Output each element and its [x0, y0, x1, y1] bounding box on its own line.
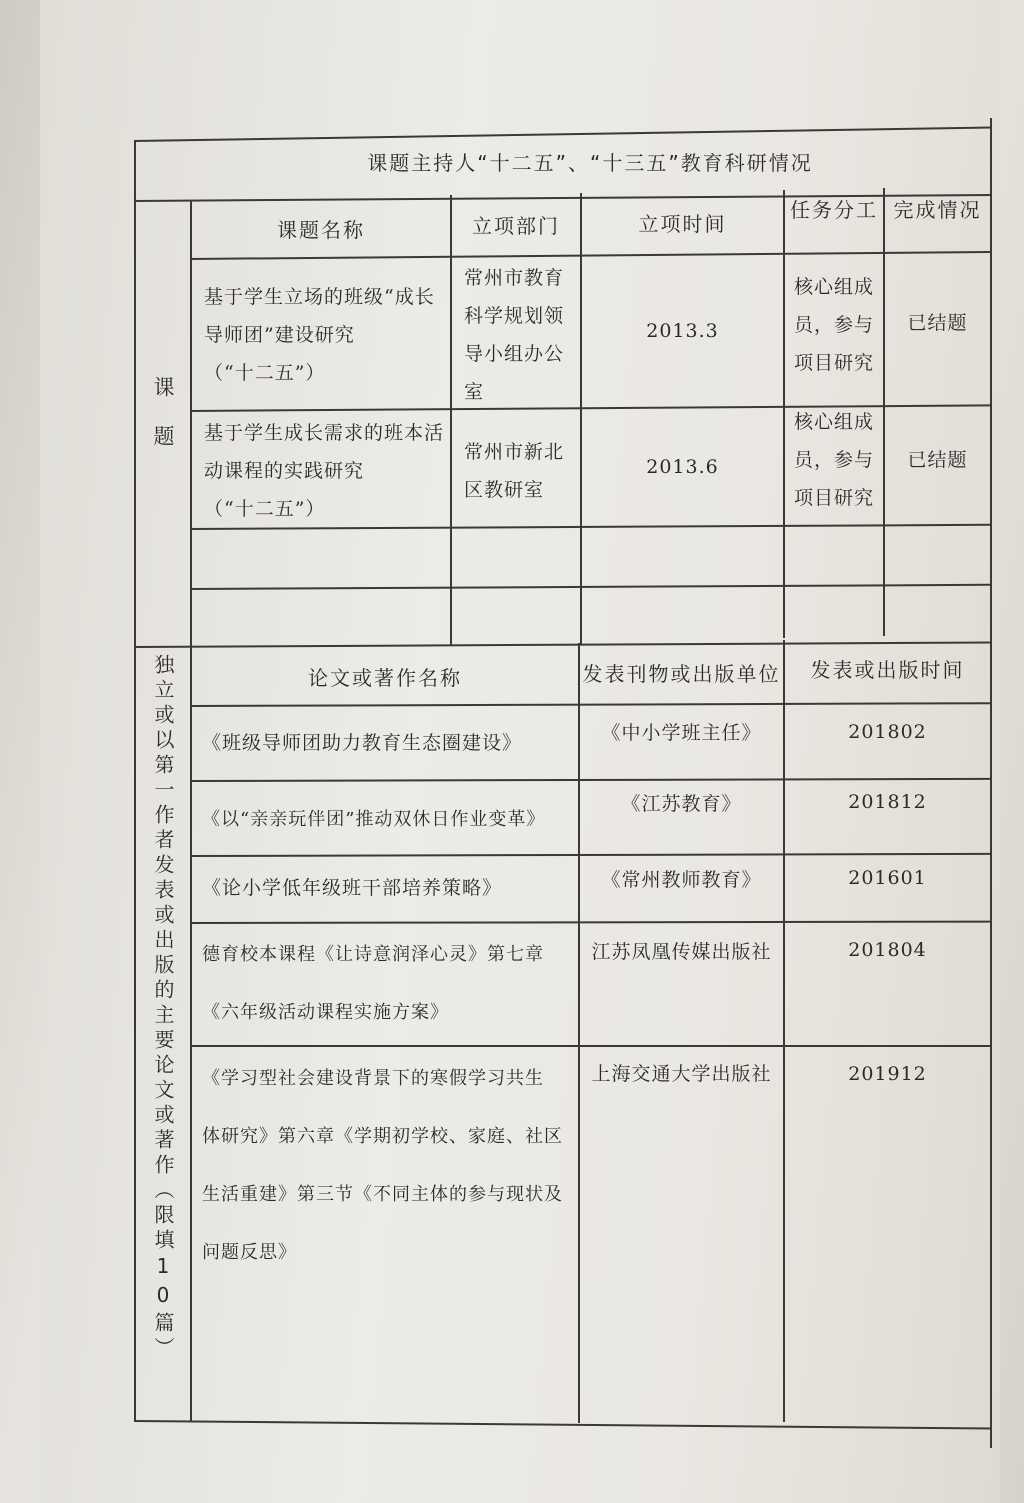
header-project-role: 任务分工: [790, 197, 878, 222]
header-project-name: 课题名称: [277, 217, 365, 242]
project-2-role-line-2: 员，参与: [793, 449, 874, 471]
paper-row-4-publisher: 江苏凤凰传媒出版社: [591, 941, 772, 963]
paper-row-5-publisher: 上海交通大学出版社: [591, 1063, 772, 1085]
project-1-dept-line-1: 常州市教育: [464, 267, 565, 289]
paper-row-2-date: 201812: [848, 791, 927, 813]
project-2-role-line-1: 核心组成: [793, 411, 874, 433]
paper-row-1-title: 《班级导师团助力教育生态圈建设》: [202, 732, 523, 754]
paper-5-title-line-4: 问题反思》: [202, 1242, 297, 1263]
header-paper-date: 发表或出版时间: [810, 657, 965, 682]
project-1-role-line-1: 核心组成: [793, 276, 874, 298]
project-2-name-line-3: （“十二五”）: [204, 498, 326, 520]
project-1-role-line-3: 项目研究: [793, 352, 874, 374]
project-row-1-status: 已结题: [907, 312, 968, 334]
paper-row-3-date: 201601: [848, 867, 927, 889]
project-row-2-time: 2013.6: [646, 456, 719, 478]
project-1-dept-line-4: 室: [464, 381, 485, 403]
paper-row-3-title: 《论小学低年级班干部培养策略》: [202, 877, 503, 899]
project-1-name-line-1: 基于学生立场的班级“成长: [204, 286, 435, 308]
paper-row-1-date: 201802: [848, 721, 927, 743]
papers-side-label: [136, 650, 190, 1420]
paper-row-2-title: 《以“亲亲玩伴团”推动双休日作业变革》: [202, 809, 546, 830]
paper-4-title-line-2: 《六年级活动课程实施方案》: [202, 1002, 449, 1023]
project-row-2-role: [785, 400, 883, 520]
project-1-name-line-3: （“十二五”）: [204, 362, 326, 384]
project-2-dept-line-1: 常州市新北: [464, 441, 565, 463]
project-row-1-role: [785, 250, 883, 400]
header-project-dept: 立项部门: [472, 213, 560, 238]
project-2-role-line-3: 项目研究: [793, 487, 874, 509]
project-1-dept-line-3: 导小组办公: [464, 343, 565, 365]
paper-5-title-line-1: 《学习型社会建设背景下的寒假学习共生: [202, 1068, 544, 1089]
papers-side-label-text: 独立或以第一作者发表或出版的主要论文或著作（限填10篇）: [151, 654, 175, 1362]
project-row-1-dept: [452, 260, 580, 410]
projects-side-label: [136, 205, 190, 645]
project-row-1-time: 2013.3: [646, 320, 719, 342]
projects-side-label-text: 课题: [151, 376, 175, 474]
section-title: 课题主持人“十二五”、“十三五”教育科研情况: [367, 150, 813, 175]
project-2-dept-line-2: 区教研室: [464, 479, 545, 501]
paper-5-title-line-2: 体研究》第六章《学期初学校、家庭、社区: [202, 1126, 563, 1147]
paper-row-3-publisher: 《常州教师教育》: [601, 869, 762, 891]
header-paper-title: 论文或著作名称: [308, 665, 462, 690]
paper-row-4-title: [192, 924, 578, 1044]
header-paper-publisher: 发表刊物或出版单位: [582, 661, 781, 686]
header-project-time: 立项时间: [638, 211, 727, 236]
paper-4-title-line-1: 德育校本课程《让诗意润泽心灵》第七章: [202, 944, 544, 965]
project-row-2-dept: [452, 414, 580, 528]
project-1-dept-line-2: 科学规划领: [464, 305, 565, 327]
paper-row-1-publisher: 《中小学班主任》: [601, 722, 762, 744]
paper-row-5-title: [192, 1050, 578, 1290]
paper-row-4-date: 201804: [848, 939, 927, 961]
project-1-role-line-2: 员，参与: [793, 314, 874, 336]
paper-row-2-publisher: 《江苏教育》: [621, 793, 742, 815]
project-1-name-line-2: 导师团”建设研究: [204, 324, 355, 346]
project-row-2-name: [192, 414, 450, 528]
project-row-2-status: 已结题: [907, 449, 968, 471]
paper-row-5-date: 201912: [848, 1063, 927, 1085]
paper-5-title-line-3: 生活重建》第三节《不同主体的参与现状及: [202, 1184, 563, 1205]
project-row-1-name: [192, 260, 450, 410]
project-2-name-line-2: 动课程的实践研究: [204, 460, 365, 482]
header-project-status: 完成情况: [893, 197, 982, 222]
project-2-name-line-1: 基于学生成长需求的班本活: [204, 422, 445, 444]
